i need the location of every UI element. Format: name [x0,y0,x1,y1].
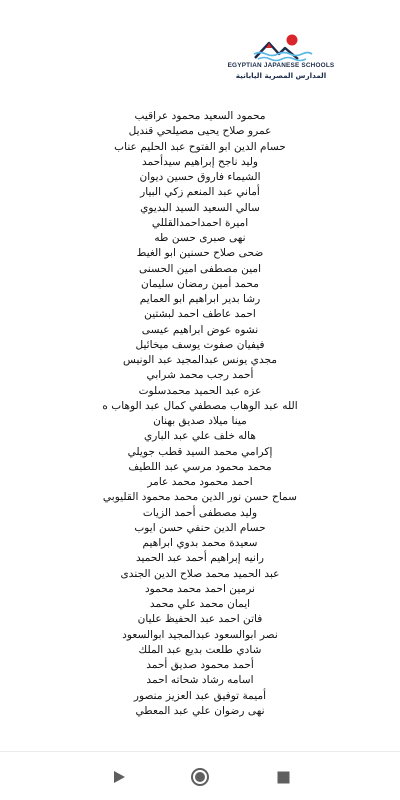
name-item: احمد عاطف احمد لبشتين [144,308,256,321]
names-list [0,109,400,719]
logo-mountain-sun-icon [252,32,314,62]
stop-icon [277,771,290,784]
name-item: فيفيان صفوت يوسف ميخائيل [135,338,265,351]
name-item: مينا ميلاد صديق بهنان [153,415,247,427]
name-item: اميرة احمداحمدالقللي [151,216,249,229]
logo-english-text: EGYPTIAN JAPANESE SCHOOLS [227,62,335,69]
name-item: رانيه إبراهيم أحمد عبد الحميد [135,552,264,565]
name-item: أحمد محمود صديق أحمد [146,659,254,671]
name-item: امين مصطفى امين الحسنى [138,262,262,275]
name-item: عزه عبد الحميد محمدسلوت [138,384,262,397]
school-logo [226,32,336,92]
name-item: وليد ناجح إبراهيم سيدأحمد [141,155,259,168]
name-item: رشا بدير ابراهيم ابو العمايم [139,293,261,305]
name-item: الله عبد الوهاب مصطفي كمال عبد الوهاب ه [102,399,298,412]
name-item: اسامه رشاد شحاته احمد [146,674,254,687]
name-item: ايمان محمد علي محمد [149,598,251,610]
name-item: نرمين احمد محمد محمود [144,582,256,595]
logo-arabic-text: المدارس المصرية اليابانية [235,71,327,80]
name-item: محمد أمين رمضان سليمان [141,277,259,290]
name-item: أميمة توفيق عبد العزيز منصور [133,689,267,702]
name-item: الشيماء فاروق حسين ديوان [139,171,261,183]
bottom-navigation-bar [0,751,400,800]
name-item: سعيدة محمد بدوي ابراهيم [142,537,258,549]
name-item: محمود السعيد محمود عراقيب [134,110,266,122]
name-item: فاتن احمد عبد الحفيظ عليان [137,613,263,626]
name-item: حسام الدين ابو الفتوح عبد الحليم عناب [114,140,286,153]
name-item: شادي طلعت بديع عبد الملك [138,643,262,656]
play-icon [112,770,126,784]
play-button[interactable] [108,766,130,788]
name-item: إكرامي محمد السيد قطب جويلي [127,445,273,458]
name-item: محمد محمود مرسي عبد اللطيف [128,460,272,473]
name-item: مجدي يونس عبدالمجيد عبد الونيس [122,354,278,366]
name-item: احمد محمود محمد عامر [147,476,253,488]
name-item: أماني عبد المنعم زكي البيار [140,186,260,199]
name-item: سالي السعيد السيد البديوي [140,201,260,214]
record-button[interactable] [189,766,211,788]
record-icon [190,767,210,787]
name-item: سماح حسن نور الدين محمد محمود القليوبي [102,491,298,504]
name-item: أحمد رجب محمد شرابي [146,369,254,382]
name-item: عمرو صلاح يحيى مصيلحي قنديل [128,125,272,138]
name-item: نهى رضوان علي عبد المعطي [135,704,265,717]
name-item: ضحى صلاح حسنين ابو الغيط [136,247,264,260]
name-item: حسام الدين حنفي حسن ايوب [134,521,266,534]
name-item: عبد الحميد محمد صلاح الدين الجندى [120,567,280,580]
name-item: نصر ابوالسعود عبدالمجيد ابوالسعود [122,628,278,641]
name-item: نهى صبرى حسن طه [154,232,246,244]
stop-button[interactable] [272,766,294,788]
name-item: وليد مصطفى أحمد الزيات [142,506,258,519]
name-item: هاله خلف علي عبد الباري [144,430,256,443]
name-item: نشوه عوض ابراهيم عيسى [141,323,259,336]
